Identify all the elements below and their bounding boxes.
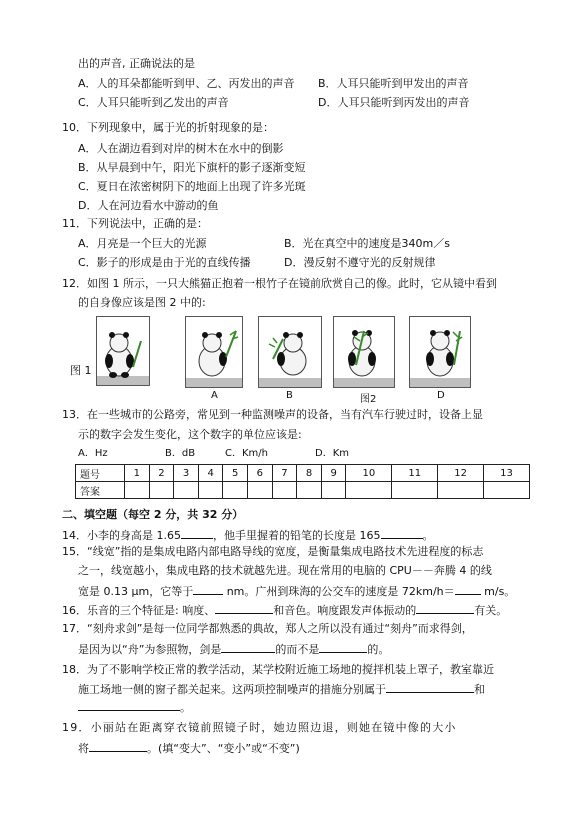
answer-cell[interactable] <box>125 482 150 499</box>
q18-line3 <box>78 699 191 715</box>
q13-stem-line1: 13．在一些城市的公路旁，常见到一种监测噪声的设备，当有汽车行驶过时，设备上显 <box>62 408 483 421</box>
option-d-label: D <box>437 390 445 401</box>
answer-cell[interactable] <box>346 482 392 499</box>
q16-text-a: 16．乐音的三个特征是: 响度、 <box>62 604 216 617</box>
table-cell: 1 <box>125 465 150 482</box>
q9-option-c: C．人耳只能听到乙发出的声音 <box>78 96 229 109</box>
q18-text-a: 施工场地一侧的窗子都关起来。这两项控制噪声的措施分别属于 <box>78 683 386 696</box>
q17-line2 <box>78 641 389 657</box>
panda-icon <box>97 317 149 385</box>
table-cell: 7 <box>272 465 297 482</box>
figure-2-option-c <box>333 316 395 388</box>
q18-line1: 18．为了不影响学校正常的教学活动，某学校附近施工场地的搅拌机装上罩子，教室靠近 <box>62 663 494 676</box>
q10-option-d: D．人在河边看水中游动的鱼 <box>78 199 219 212</box>
answer-cell[interactable] <box>149 482 174 499</box>
q10-option-a: A．人在湖边看到对岸的树木在水中的倒影 <box>78 142 284 155</box>
figure-2-option-d <box>409 316 471 388</box>
q10-stem: 10．下列现象中，属于光的折射现象的是： <box>62 121 274 134</box>
q15-line3 <box>78 583 515 599</box>
q17-text-c: 的。 <box>367 643 390 656</box>
q16-blank-2[interactable] <box>416 602 474 614</box>
q13-option-a: A．Hz <box>78 448 108 459</box>
answer-cell[interactable] <box>484 482 530 499</box>
figure-2-option-a <box>185 316 243 388</box>
figure-2-option-b <box>258 316 322 388</box>
answer-cell[interactable] <box>272 482 297 499</box>
q9-option-b: B．人耳只能听到甲发出的声音 <box>318 77 469 90</box>
q9-stem-continuation: 出的声音, 正确说法的是 <box>78 57 195 70</box>
q12-stem-line2: 的自身像应该是图 2 中的: <box>78 296 206 309</box>
panda-icon <box>186 317 242 387</box>
q11-option-c: C．影子的形成是由于光的直线传播 <box>78 256 251 269</box>
table-cell: 13 <box>484 465 530 482</box>
option-a-label: A <box>211 390 218 401</box>
answer-cell[interactable] <box>297 482 322 499</box>
q15-blank-1[interactable] <box>193 583 223 595</box>
figure-1-label: 图 1 <box>70 364 92 377</box>
q14-text-b: ，他手里握着的铅笔的长度是 165 <box>213 529 381 542</box>
q17-text-a: 是因为以“舟”为参照物，剑是 <box>78 643 222 656</box>
answer-cell[interactable] <box>438 482 484 499</box>
q11-stem: 11．下列说法中，正确的是： <box>62 217 208 230</box>
table-header-number: 题号 <box>76 465 125 482</box>
q19-text-b: 。(填“变大”、“变小”或“不变”) <box>147 742 300 755</box>
q18-text-b: 和 <box>474 683 485 696</box>
table-cell: 10 <box>346 465 392 482</box>
table-cell: 4 <box>198 465 223 482</box>
q13-option-b: B．dB <box>165 448 196 459</box>
q13-stem-line2: 示的数字会发生变化，这个数字的单位应该是: <box>78 428 302 441</box>
q15-text-b: nm。广州到珠海的公交车的速度是 72km/h＝ <box>223 585 455 598</box>
answer-cell[interactable] <box>321 482 346 499</box>
q9-option-d: D．人耳只能听到丙发出的声音 <box>318 96 470 109</box>
q15-blank-2[interactable] <box>455 583 481 595</box>
q16-text-c: 有关。 <box>474 604 508 617</box>
answer-cell[interactable] <box>174 482 199 499</box>
table-cell: 6 <box>248 465 273 482</box>
q18-text-c: 。 <box>180 701 191 714</box>
q11-option-d: D．漫反射不遵守光的反射规律 <box>284 256 436 269</box>
q12-stem-line1: 12．如图 1 所示，一只大熊猫正抱着一根竹子在镜前欣赏自己的像。此时，它从镜中看到 <box>62 277 497 290</box>
q16-line <box>62 602 507 618</box>
q10-option-c: C．夏日在浓密树阴下的地面上出现了许多光斑 <box>78 180 306 193</box>
q18-line2 <box>78 681 485 697</box>
q17-blank-2[interactable] <box>319 641 367 653</box>
q19-blank[interactable] <box>89 740 147 752</box>
q14-line <box>62 527 434 543</box>
table-row-numbers <box>76 465 530 482</box>
q19-line1: 19．小丽站在距离穿衣镜前照镜子时，她边照边退，则她在镜中像的大小 <box>62 721 457 734</box>
panda-icon <box>334 317 394 387</box>
q10-option-b: B．从早晨到中午，阳光下旗杆的影子逐渐变短 <box>78 161 306 174</box>
answer-cell[interactable] <box>392 482 438 499</box>
q14-blank-1[interactable] <box>181 527 213 539</box>
option-b-label: B <box>286 390 293 401</box>
table-cell: 11 <box>392 465 438 482</box>
panda-icon <box>410 317 470 387</box>
q17-line1: 17．“刻舟求剑”是每一位同学都熟悉的典故，郑人之所以没有通过“刻舟”而求得剑， <box>62 622 473 635</box>
figure-2-label: 图2 <box>360 394 377 405</box>
answer-cell[interactable] <box>223 482 248 499</box>
q11-option-b: B．光在真空中的速度是340m／s <box>284 237 450 250</box>
table-header-answer: 答案 <box>76 482 125 499</box>
table-cell: 3 <box>174 465 199 482</box>
q9-option-a: A．人的耳朵都能听到甲、乙、丙发出的声音 <box>78 77 295 90</box>
table-row-answers <box>76 482 530 499</box>
answer-cell[interactable] <box>198 482 223 499</box>
q14-blank-2[interactable] <box>381 527 423 539</box>
q13-option-c: C．Km/h <box>225 448 268 459</box>
q19-line2 <box>78 740 300 756</box>
answer-cell[interactable] <box>248 482 273 499</box>
q17-blank-1[interactable] <box>221 641 275 653</box>
table-cell: 2 <box>149 465 174 482</box>
q17-text-b: 的而不是 <box>275 643 320 656</box>
q18-blank-2[interactable] <box>78 699 180 711</box>
answer-table <box>75 464 530 499</box>
q18-blank-1[interactable] <box>386 681 474 693</box>
q13-option-d: D．Km <box>315 448 349 459</box>
figure-1-mirror-panda <box>96 316 150 386</box>
table-cell: 8 <box>297 465 322 482</box>
q14-text-a: 14．小李的身高是 1.65 <box>62 529 181 542</box>
table-cell: 9 <box>321 465 346 482</box>
q19-text-a: 将 <box>78 742 89 755</box>
q15-text-c: m/s。 <box>480 585 516 598</box>
q15-text-a: 宽是 0.13 μm，它等于 <box>78 585 194 598</box>
table-cell: 5 <box>223 465 248 482</box>
q14-text-c: 。 <box>422 529 434 542</box>
q11-option-a: A．月亮是一个巨大的光源 <box>78 237 207 250</box>
q16-text-b: 和音色。响度跟发声体振动的 <box>273 604 417 617</box>
table-cell: 12 <box>438 465 484 482</box>
q15-line2: 之一，线宽越小，集成电路的技术就越先进。现在常用的电脑的 CPU－－奔腾 4 的线 <box>78 564 492 577</box>
q16-blank-1[interactable] <box>215 602 273 614</box>
panda-icon <box>259 317 321 387</box>
section-2-title: 二、填空题（每空 2 分，共 32 分） <box>62 508 244 521</box>
q15-line1: 15．“线宽”指的是集成电路内部电路导线的宽度，是衡量集成电路技术先进程度的标志 <box>62 545 484 558</box>
